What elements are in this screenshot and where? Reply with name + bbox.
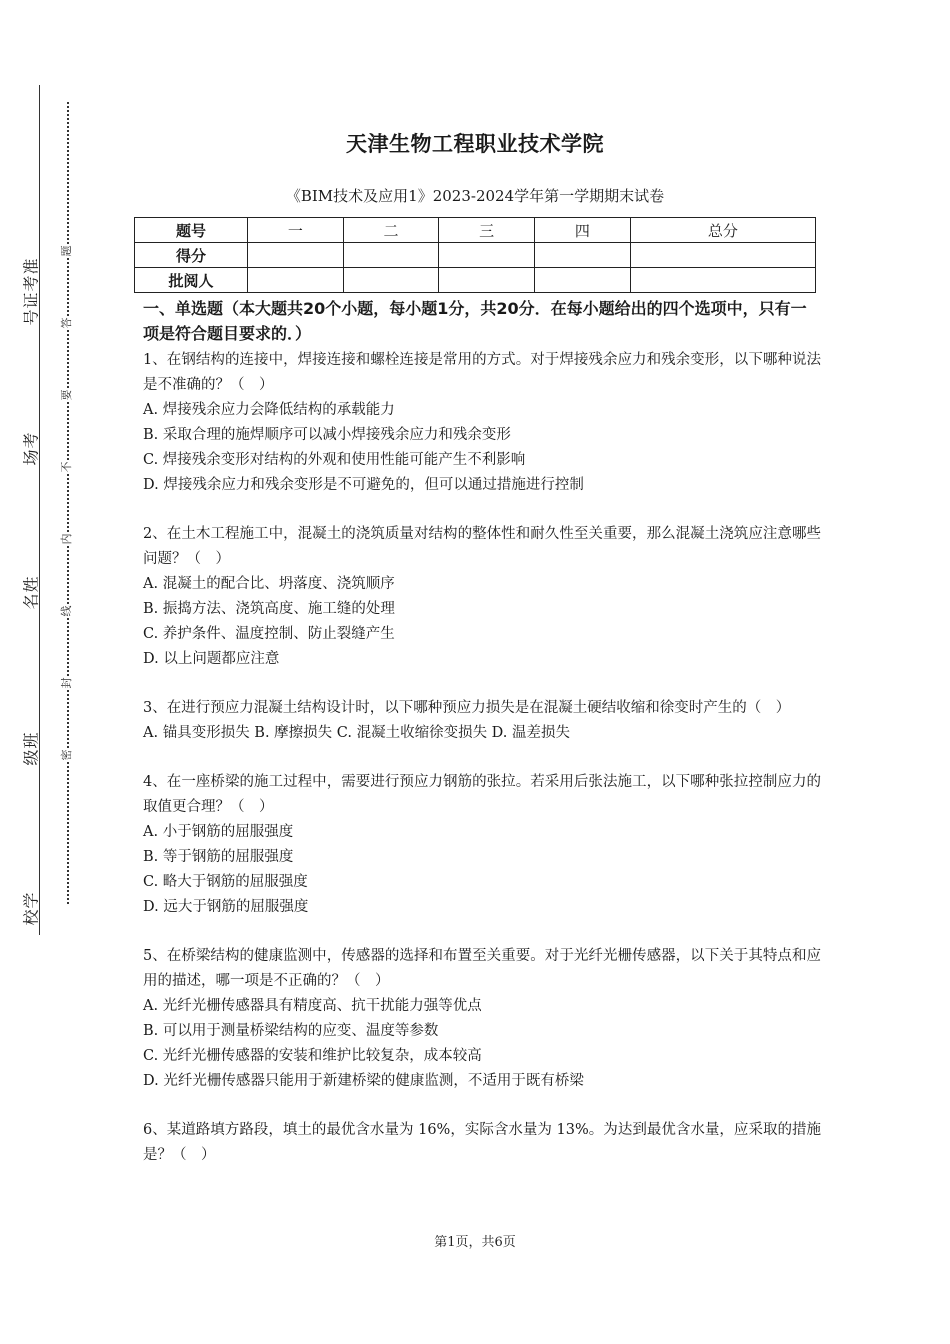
question-6 xyxy=(143,1118,821,1168)
question-3 xyxy=(143,696,821,746)
option-line: A. 锚具变形损失 B. 摩擦损失 C. 混凝土收缩徐变损失 D. 温差损失 xyxy=(143,725,571,741)
option-c: C. 光纤光栅传感器的安装和维护比较复杂，成本较高 xyxy=(143,1048,482,1064)
option-b: B. 振捣方法、浇筑高度、施工缝的处理 xyxy=(143,601,395,617)
question-stem: 6、某道路填方路段，填土的最优含水量为 16%，实际含水量为 13%。为达到最优含水量，应采取的措施是？（ ） xyxy=(143,1122,821,1163)
score-table xyxy=(134,217,816,293)
option-a: A. 焊接残余应力会降低结构的承载能力 xyxy=(143,402,395,418)
question-stem: 2、在土木工程施工中，混凝土的浇筑质量对结构的整体性和耐久性至关重要，那么混凝土浇筑应注意哪些问题？（ ） xyxy=(143,526,821,567)
seal-char: 封 xyxy=(60,677,73,689)
option-b: B. 可以用于测量桥梁结构的应变、温度等参数 xyxy=(143,1023,439,1039)
page-number: 第1页，共6页 xyxy=(434,1235,516,1250)
score-cell xyxy=(535,243,631,268)
question-stem: 1、在钢结构的连接中，焊接连接和螺栓连接是常用的方式。对于焊接残余应力和残余变形，以下哪种说法是不准确的？（ ） xyxy=(143,352,821,393)
binding-line xyxy=(39,85,40,935)
seal-char: 不 xyxy=(60,461,73,473)
question-5 xyxy=(143,944,821,1094)
reviewer-cell xyxy=(248,268,344,293)
table-header-cell: 一 xyxy=(248,218,344,243)
table-header-cell: 三 xyxy=(439,218,535,243)
table-header-cell: 题号 xyxy=(135,218,248,243)
option-b: B. 等于钢筋的屈服强度 xyxy=(143,849,294,865)
seal-char: 密 xyxy=(60,749,73,761)
score-table-header-row xyxy=(135,218,816,243)
question-1 xyxy=(143,348,821,498)
seal-dotted-line xyxy=(67,102,69,904)
reviewer-row xyxy=(135,268,816,293)
option-d: D. 远大于钢筋的屈服强度 xyxy=(143,899,309,915)
table-header-cell: 二 xyxy=(343,218,439,243)
question-stem: 4、在一座桥梁的施工过程中，需要进行预应力钢筋的张拉。若采用后张法施工，以下哪种张拉控制应力的取值更合理？（ ） xyxy=(143,774,821,815)
score-cell xyxy=(439,243,535,268)
question-stem: 5、在桥梁结构的健康监测中，传感器的选择和布置至关重要。对于光纤光栅传感器，以下关于其特点和应用的描述，哪一项是不正确的？（ ） xyxy=(143,948,821,989)
exam-id-label: 准 考 证 号 xyxy=(21,258,41,326)
question-stem: 3、在进行预应力混凝土结构设计时，以下哪种预应力损失是在混凝土硬结收缩和徐变时产生的（ ） xyxy=(143,700,791,716)
name-label: 姓 名 xyxy=(21,576,41,610)
page-title: 天津生物工程职业技术学院 xyxy=(346,132,604,156)
option-d: D. 以上问题都应注意 xyxy=(143,651,280,667)
score-cell xyxy=(343,243,439,268)
score-row xyxy=(135,243,816,268)
reviewer-cell xyxy=(630,268,815,293)
row-label: 得分 xyxy=(135,243,248,268)
seal-char: 内 xyxy=(60,533,73,545)
option-d: D. 光纤光栅传感器只能用于新建桥梁的健康监测，不适用于既有桥梁 xyxy=(143,1073,584,1089)
exam-subtitle: 《BIM技术及应用1》2023-2024学年第一学期期末试卷 xyxy=(285,187,665,205)
class-label: 班 级 xyxy=(21,732,41,766)
question-4 xyxy=(143,770,821,920)
row-label: 批阅人 xyxy=(135,268,248,293)
option-d: D. 焊接残余应力和残余变形是不可避免的，但可以通过措施进行控制 xyxy=(143,477,584,493)
reviewer-cell xyxy=(343,268,439,293)
reviewer-cell xyxy=(439,268,535,293)
option-c: C. 略大于钢筋的屈服强度 xyxy=(143,874,308,890)
option-b: B. 采取合理的施焊顺序可以减小焊接残余应力和残余变形 xyxy=(143,427,511,443)
school-label: 学 校 xyxy=(21,892,41,926)
reviewer-cell xyxy=(535,268,631,293)
option-a: A. 光纤光栅传感器具有精度高、抗干扰能力强等优点 xyxy=(143,998,482,1014)
question-2 xyxy=(143,522,821,672)
score-cell xyxy=(630,243,815,268)
option-a: A. 小于钢筋的屈服强度 xyxy=(143,824,294,840)
table-header-cell: 四 xyxy=(535,218,631,243)
seal-char: 线 xyxy=(60,605,73,617)
section-title: 一、单选题（本大题共20个小题，每小题1分，共20分．在每小题给出的四个选项中，只有一项是符合题目要求的．） xyxy=(143,299,807,343)
seal-char: 题 xyxy=(60,245,73,257)
option-a: A. 混凝土的配合比、坍落度、浇筑顺序 xyxy=(143,576,395,592)
table-header-cell: 总分 xyxy=(630,218,815,243)
option-c: C. 焊接残余变形对结构的外观和使用性能可能产生不利影响 xyxy=(143,452,526,468)
seal-char: 答 xyxy=(60,317,73,329)
option-c: C. 养护条件、温度控制、防止裂缝产生 xyxy=(143,626,395,642)
exam-room-label: 考 场 xyxy=(21,432,41,466)
seal-char: 要 xyxy=(60,389,73,401)
exam-content xyxy=(143,296,821,1168)
score-cell xyxy=(248,243,344,268)
